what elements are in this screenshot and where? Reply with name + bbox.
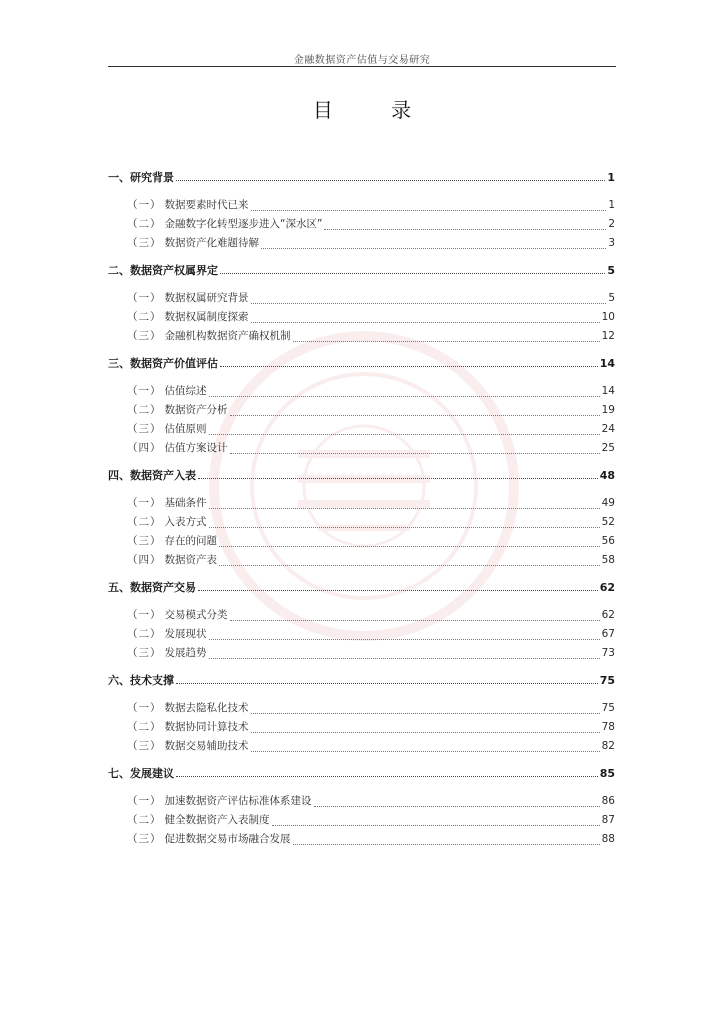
toc-item-label (127, 718, 249, 737)
toc-page-number: 5 (607, 264, 615, 277)
toc-page-number: 49 (601, 497, 615, 509)
toc-item-number: （二） (127, 721, 162, 733)
toc-chapter-entry[interactable] (108, 766, 615, 781)
running-header: 金融数据资产估值与交易研究 (293, 55, 431, 66)
toc-leader-dots (230, 452, 600, 454)
toc-leader-dots (261, 247, 606, 249)
toc-leader-dots (198, 477, 598, 479)
header-rule (108, 66, 616, 67)
toc-item-number: （三） (127, 740, 162, 752)
toc-item-number: （二） (127, 516, 162, 528)
toc-item-entry[interactable] (108, 215, 615, 234)
toc-page-number: 85 (599, 767, 615, 780)
toc-section (108, 263, 615, 346)
toc-page-number: 67 (601, 628, 615, 640)
toc-item-number: （二） (127, 814, 162, 826)
toc-item-entry[interactable] (108, 513, 615, 532)
toc-item-number: （二） (127, 404, 162, 416)
toc-item-label (127, 289, 249, 308)
toc-leader-dots (176, 179, 605, 181)
toc-item-text: 发展趋势 (164, 647, 207, 659)
toc-item-entry[interactable] (108, 699, 615, 718)
toc-page-number: 1 (607, 171, 615, 184)
toc-page-number: 48 (599, 469, 615, 482)
toc-chapter-entry[interactable] (108, 263, 615, 278)
toc-page-number: 19 (601, 404, 615, 416)
toc-leader-dots (176, 682, 598, 684)
toc-page-number: 62 (599, 581, 615, 594)
toc-item-label (127, 532, 217, 551)
toc-item-number: （二） (127, 218, 162, 230)
toc-item-label (127, 737, 249, 756)
toc-page-number: 14 (601, 385, 615, 397)
toc-page-number: 73 (601, 647, 615, 659)
toc-leader-dots (220, 272, 605, 274)
toc-leader-dots (176, 775, 598, 777)
toc-item-number: （二） (127, 311, 162, 323)
toc-leader-dots (251, 750, 600, 752)
toc-item-entry[interactable] (108, 811, 615, 830)
toc-page-number: 87 (601, 814, 615, 826)
toc-item-label (127, 792, 312, 811)
table-of-contents (108, 170, 615, 859)
toc-item-text: 数据协同计算技术 (164, 721, 249, 733)
toc-item-number: （三） (127, 330, 162, 342)
toc-section (108, 170, 615, 253)
toc-leader-dots (209, 507, 600, 509)
toc-page-number: 75 (601, 702, 615, 714)
toc-item-number: （一） (127, 199, 162, 211)
toc-page-number: 25 (601, 442, 615, 454)
toc-item-label (127, 308, 249, 327)
toc-item-label (127, 439, 228, 458)
toc-chapter-label: 四、数据资产入表 (108, 469, 196, 482)
toc-item-text: 数据资产分析 (164, 404, 228, 416)
toc-leader-dots (220, 365, 598, 367)
toc-chapter-label: 五、数据资产交易 (108, 581, 196, 594)
toc-section (108, 766, 615, 849)
toc-item-label (127, 401, 228, 420)
toc-page-number: 86 (601, 795, 615, 807)
toc-item-text: 基础条件 (164, 497, 207, 509)
toc-chapter-entry[interactable] (108, 673, 615, 688)
toc-item-number: （二） (127, 628, 162, 640)
toc-section (108, 673, 615, 756)
toc-leader-dots (198, 589, 598, 591)
toc-leader-dots (219, 564, 600, 566)
toc-page-number: 82 (601, 740, 615, 752)
toc-item-label (127, 513, 207, 532)
toc-leader-dots (251, 731, 600, 733)
toc-page-number: 12 (601, 330, 615, 342)
toc-item-label (127, 606, 228, 625)
toc-item-text: 数据权属制度探索 (164, 311, 249, 323)
toc-item-text: 数据资产化难题待解 (164, 237, 259, 249)
toc-item-number: （一） (127, 292, 162, 304)
toc-leader-dots (324, 228, 606, 230)
toc-item-text: 估值方案设计 (164, 442, 228, 454)
toc-leader-dots (230, 414, 600, 416)
toc-item-entry[interactable] (108, 382, 615, 401)
toc-section (108, 468, 615, 570)
toc-leader-dots (209, 395, 600, 397)
toc-leader-dots (251, 321, 600, 323)
toc-section (108, 356, 615, 458)
toc-item-entry[interactable] (108, 830, 615, 849)
toc-item-label (127, 644, 207, 663)
toc-item-entry[interactable] (108, 234, 615, 253)
toc-item-entry[interactable] (108, 644, 615, 663)
page-title: 目 录 (312, 98, 438, 122)
toc-leader-dots (314, 805, 600, 807)
toc-page-number: 52 (601, 516, 615, 528)
toc-leader-dots (209, 638, 600, 640)
toc-item-entry[interactable] (108, 532, 615, 551)
toc-item-label (127, 215, 322, 234)
toc-chapter-label: 三、数据资产价值评估 (108, 357, 218, 370)
toc-item-text: 交易模式分类 (164, 609, 228, 621)
toc-item-entry[interactable] (108, 420, 615, 439)
toc-leader-dots (272, 824, 600, 826)
toc-leader-dots (293, 340, 600, 342)
toc-item-text: 加速数据资产评估标准体系建设 (164, 795, 312, 807)
toc-item-number: （四） (127, 442, 162, 454)
toc-item-text: 入表方式 (164, 516, 207, 528)
toc-item-label (127, 625, 207, 644)
toc-item-label (127, 196, 249, 215)
toc-item-label (127, 420, 207, 439)
toc-item-label (127, 699, 249, 718)
toc-page-number: 56 (601, 535, 615, 547)
toc-item-entry[interactable] (108, 327, 615, 346)
toc-leader-dots (219, 545, 600, 547)
toc-item-label (127, 494, 207, 513)
toc-item-number: （三） (127, 535, 162, 547)
toc-leader-dots (209, 657, 600, 659)
toc-item-entry[interactable] (108, 308, 615, 327)
toc-item-entry[interactable] (108, 737, 615, 756)
toc-item-text: 估值综述 (164, 385, 207, 397)
toc-item-entry[interactable] (108, 494, 615, 513)
toc-chapter-entry[interactable] (108, 170, 615, 185)
toc-item-text: 数据资产表 (164, 554, 217, 566)
toc-leader-dots (209, 526, 600, 528)
toc-item-number: （三） (127, 423, 162, 435)
toc-item-label (127, 234, 259, 253)
toc-item-label (127, 382, 207, 401)
toc-item-text: 估值原则 (164, 423, 207, 435)
toc-page-number: 78 (601, 721, 615, 733)
toc-chapter-label: 一、研究背景 (108, 171, 174, 184)
toc-item-entry[interactable] (108, 289, 615, 308)
toc-item-number: （三） (127, 237, 162, 249)
toc-item-number: （三） (127, 647, 162, 659)
toc-item-text: 金融数字化转型逐步进入“深水区” (164, 218, 323, 230)
toc-item-label (127, 830, 291, 849)
toc-item-entry[interactable] (108, 401, 615, 420)
toc-chapter-label: 六、技术支撑 (108, 674, 174, 687)
toc-chapter-label: 二、数据资产权属界定 (108, 264, 218, 277)
toc-item-label (127, 551, 217, 570)
toc-item-entry[interactable] (108, 625, 615, 644)
toc-page-number: 58 (601, 554, 615, 566)
toc-chapter-label: 七、发展建议 (108, 767, 174, 780)
toc-item-text: 数据交易辅助技术 (164, 740, 249, 752)
toc-item-number: （一） (127, 702, 162, 714)
toc-item-label (127, 811, 270, 830)
toc-page-number: 10 (601, 311, 615, 323)
toc-item-text: 存在的问题 (164, 535, 217, 547)
toc-item-number: （四） (127, 554, 162, 566)
toc-item-text: 促进数据交易市场融合发展 (164, 833, 291, 845)
toc-item-entry[interactable] (108, 439, 615, 458)
toc-item-number: （一） (127, 497, 162, 509)
toc-chapter-entry[interactable] (108, 468, 615, 483)
toc-item-entry[interactable] (108, 718, 615, 737)
toc-page-number: 75 (599, 674, 615, 687)
toc-page-number: 2 (608, 218, 615, 230)
toc-item-number: （一） (127, 385, 162, 397)
toc-page-number: 3 (608, 237, 615, 249)
toc-item-entry[interactable] (108, 792, 615, 811)
toc-page-number: 1 (608, 199, 615, 211)
toc-page-number: 88 (601, 833, 615, 845)
toc-item-text: 数据要素时代已来 (164, 199, 249, 211)
toc-item-text: 健全数据资产入表制度 (164, 814, 270, 826)
toc-item-entry[interactable] (108, 606, 615, 625)
toc-page-number: 62 (601, 609, 615, 621)
toc-item-number: （一） (127, 795, 162, 807)
toc-item-label (127, 327, 291, 346)
toc-section (108, 580, 615, 663)
toc-chapter-entry[interactable] (108, 580, 615, 595)
toc-leader-dots (251, 302, 607, 304)
toc-leader-dots (293, 843, 600, 845)
toc-item-number: （三） (127, 833, 162, 845)
toc-page-number: 14 (599, 357, 615, 370)
toc-page-number: 5 (608, 292, 615, 304)
toc-item-text: 发展现状 (164, 628, 207, 640)
toc-leader-dots (251, 209, 607, 211)
toc-leader-dots (230, 619, 600, 621)
toc-chapter-entry[interactable] (108, 356, 615, 371)
toc-item-entry[interactable] (108, 551, 615, 570)
toc-item-text: 金融机构数据资产确权机制 (164, 330, 291, 342)
toc-item-entry[interactable] (108, 196, 615, 215)
toc-item-number: （一） (127, 609, 162, 621)
toc-item-text: 数据去隐私化技术 (164, 702, 249, 714)
toc-item-text: 数据权属研究背景 (164, 292, 249, 304)
toc-page-number: 24 (601, 423, 615, 435)
toc-leader-dots (209, 433, 600, 435)
toc-leader-dots (251, 712, 600, 714)
